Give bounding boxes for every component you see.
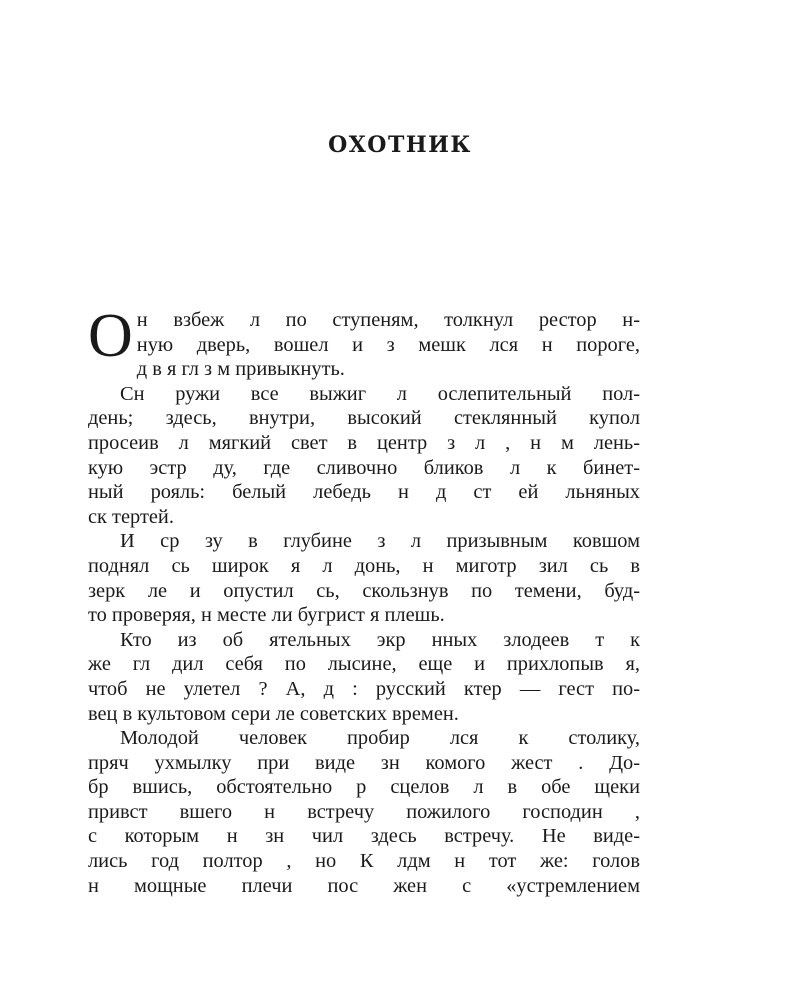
text-line: же гл дил себя по лысине, еще и прихлопыв я,: [88, 653, 640, 676]
text-line: лись год полтор , но К лдм н тот же: голов: [88, 850, 640, 873]
text-line: вец в культовом сери ле советских времен.: [88, 702, 459, 725]
text-line: то проверяя, н месте ли бугрист я плешь.: [88, 604, 445, 627]
drop-cap-letter: О: [88, 302, 133, 370]
text-line: зерк ле и опустил сь, скользнув по темени, буд-: [88, 579, 640, 602]
text-line: н взбеж л по ступеням, толкнул рестор н-: [136, 309, 640, 331]
text-line: кую эстр ду, где сливочно бликов л к бинет-: [88, 456, 640, 479]
text-line: просеив л мягкий свет в центр з л , н м лень-: [88, 431, 640, 454]
text-line: привст вшего н встречу пожилого господин ,: [88, 800, 640, 823]
text-line: пряч ухмылку при виде зн комого жест . До-: [88, 751, 640, 774]
text-line: бр вшись, обстоятельно р сцелов л в обе щеки: [88, 776, 640, 799]
body-text: [88, 302, 640, 898]
text-line: поднял сь широк я л донь, н миготр зил сь в: [88, 554, 640, 577]
text-line: Сн ружи все выжиг л ослепительный пол-: [120, 382, 640, 405]
text-line: ный рояль: белый лебедь н д ст ей льняных: [88, 481, 640, 504]
text-line: ную дверь, вошел и з мешк лся н пороге,: [136, 333, 640, 356]
text-line: с которым н зн чил здесь встречу. Не виде-: [88, 825, 640, 848]
text-line: Молодой человек пробир лся к столику,: [120, 727, 640, 750]
text-line: ск тертей.: [88, 505, 174, 528]
text-line: д в я гл з м привыкнуть.: [136, 358, 345, 381]
text-line: Кто из об ятельных экр нных злодеев т к: [120, 628, 640, 651]
text-line: день; здесь, внутри, высокий стеклянный купол: [88, 407, 640, 430]
chapter-title: ОХОТНИК: [328, 132, 472, 158]
text-line: И ср зу в глубине з л призывным ковшом: [120, 530, 640, 553]
text-line: н мощные плечи пос жен с «устремлением: [88, 874, 640, 897]
text-line: чтоб не улетел ? А, д : русский ктер — гест по-: [88, 677, 640, 700]
